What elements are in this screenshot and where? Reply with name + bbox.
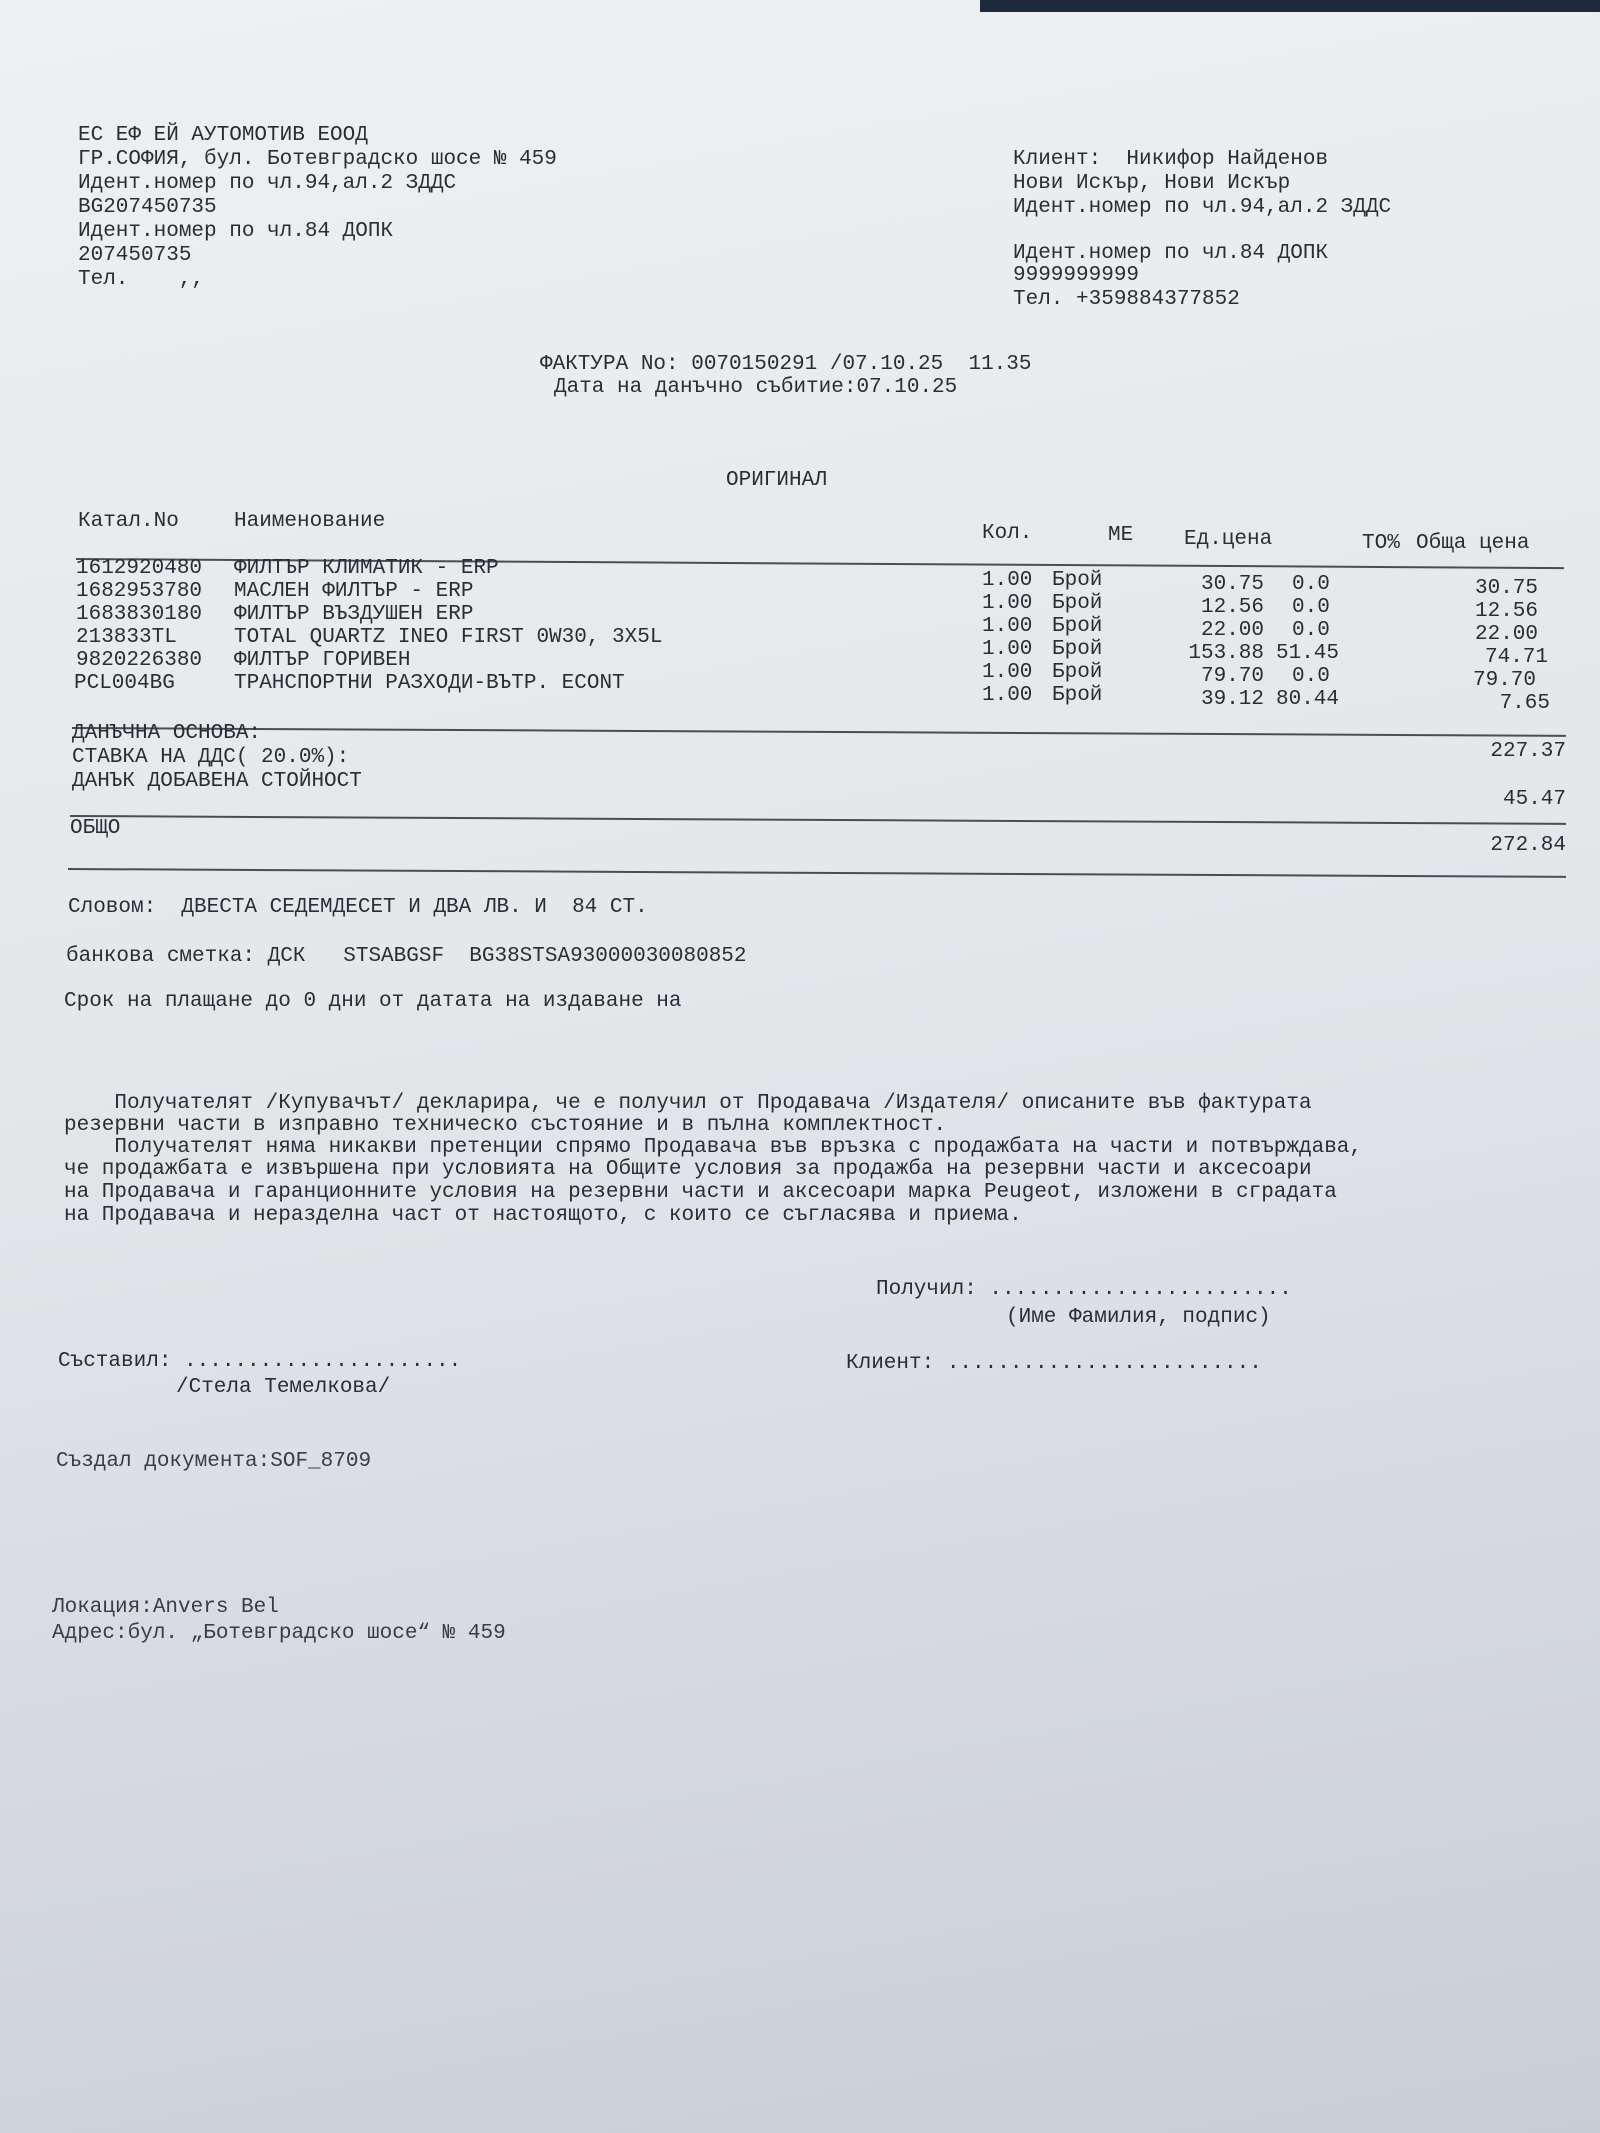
col-name: Наименование bbox=[234, 510, 386, 533]
location: Локация:Anvers Bel bbox=[52, 1596, 279, 1619]
declaration-line: Получателят /Купувачът/ декларира, че е получил от Продавача /Издателя/ описаните във фактурата bbox=[64, 1092, 1312, 1115]
invoice-title: ФАКТУРА No: 0070150291 /07.10.25 11.35 bbox=[540, 353, 1032, 376]
compiled-signature-line: Съставил: ...................... bbox=[58, 1350, 462, 1373]
client-name: Клиент: Никифор Найденов bbox=[1013, 148, 1329, 171]
table-bottom-rule bbox=[72, 727, 1566, 737]
col-total: Обща цена bbox=[1416, 532, 1530, 555]
row-catalog: 9820226380 bbox=[76, 649, 203, 672]
declaration-line: резервни части в изправно техническо състояние и в пълна комплектност. bbox=[64, 1114, 947, 1137]
invoice-copy-label: ОРИГИНАЛ bbox=[726, 469, 827, 492]
row-total: 22.00 bbox=[1474, 623, 1538, 646]
row-unit: Брой bbox=[1052, 638, 1103, 661]
received-signature-hint: (Име Фамилия, подпис) bbox=[1006, 1306, 1271, 1329]
totals-rule bbox=[70, 815, 1566, 825]
row-discount: 0.0 bbox=[1292, 573, 1330, 596]
amount-in-words: Словом: ДВЕСТА СЕДЕМДЕСЕТ И ДВА ЛВ. И 84 СТ. bbox=[68, 896, 648, 919]
tax-base-label: ДАНЪЧНА ОСНОВА: bbox=[72, 722, 262, 745]
client-address: Нови Искър, Нови Искър bbox=[1013, 172, 1291, 195]
client-id-number: 9999999999 bbox=[1013, 264, 1140, 287]
col-unit-price: Ед.цена bbox=[1184, 528, 1273, 551]
row-unit: Брой bbox=[1052, 684, 1103, 707]
row-total: 12.56 bbox=[1474, 600, 1538, 623]
seller-address: ГР.СОФИЯ, бул. Ботевградско шосе № 459 bbox=[78, 148, 557, 171]
row-qty: 1.00 bbox=[982, 684, 1033, 707]
client-phone: Тел. +359884377852 bbox=[1013, 288, 1240, 311]
row-discount: 0.0 bbox=[1292, 596, 1330, 619]
declaration-line: че продажбата е извършена при условията на Общите условия за продажба на резервни части и аксесоари bbox=[64, 1158, 1312, 1181]
col-qty: Кол. bbox=[982, 522, 1033, 545]
row-unit: Брой bbox=[1052, 661, 1103, 684]
col-unit: МЕ bbox=[1108, 524, 1134, 547]
row-unit-price: 79.70 bbox=[1200, 665, 1264, 688]
row-name: TOTAL QUARTZ INEO FIRST 0W30, 3X5L bbox=[234, 626, 663, 649]
invoice-tax-date: Дата на данъчно събитие:07.10.25 bbox=[554, 376, 958, 399]
grand-total-value: 272.84 bbox=[1490, 834, 1566, 857]
row-total: 79.70 bbox=[1472, 669, 1536, 692]
row-catalog: 1682953780 bbox=[76, 580, 203, 603]
row-discount: 0.0 bbox=[1292, 665, 1330, 688]
seller-phone: Тел. ,, bbox=[78, 268, 205, 291]
received-signature-line: Получил: ........................ bbox=[876, 1278, 1292, 1301]
client-id-label: Идент.номер по чл.84 ДОПК bbox=[1013, 242, 1329, 265]
vat-label: ДАНЪК ДОБАВЕНА СТОЙНОСТ bbox=[72, 770, 362, 793]
bank-account: банкова сметка: ДСК STSABGSF BG38STSA93000030080852 bbox=[66, 945, 747, 968]
row-qty: 1.00 bbox=[982, 569, 1033, 592]
row-qty: 1.00 bbox=[982, 592, 1033, 615]
row-name: ФИЛТЪР ВЪЗДУШЕН ERP bbox=[234, 603, 474, 626]
vat-value: 45.47 bbox=[1502, 788, 1566, 811]
row-qty: 1.00 bbox=[982, 615, 1033, 638]
row-qty: 1.00 bbox=[982, 638, 1033, 661]
col-discount: ТО% bbox=[1362, 532, 1400, 555]
location-address: Адрес:бул. „Ботевградско шосе“ № 459 bbox=[52, 1622, 506, 1645]
row-total: 7.65 bbox=[1499, 692, 1550, 715]
row-unit-price: 153.88 bbox=[1188, 642, 1264, 665]
vat-rate-label: СТАВКА НА ДДС( 20.0%): bbox=[72, 746, 350, 769]
seller-vat-label: Идент.номер по чл.94,ал.2 ЗДДС bbox=[78, 172, 457, 195]
row-name: ТРАНСПОРТНИ РАЗХОДИ-ВЪТР. ECONT bbox=[234, 672, 625, 695]
col-catalog: Катал.No bbox=[78, 510, 179, 533]
row-unit: Брой bbox=[1052, 592, 1103, 615]
row-unit-price: 39.12 bbox=[1200, 688, 1264, 711]
created-by: Създал документа:SOF_8709 bbox=[56, 1450, 372, 1473]
payment-term: Срок на плащане до 0 дни от датата на издаване на bbox=[64, 990, 682, 1013]
background-dark-corner bbox=[980, 0, 1600, 12]
row-name: ФИЛТЪР КЛИМАТИК - ERP bbox=[234, 557, 499, 580]
grand-total-label: ОБЩО bbox=[70, 817, 121, 840]
row-discount: 0.0 bbox=[1292, 619, 1330, 642]
seller-id-number: 207450735 bbox=[78, 244, 192, 267]
grand-total-rule bbox=[68, 868, 1566, 878]
compiled-by-name: /Стела Темелкова/ bbox=[176, 1376, 391, 1399]
row-catalog: 213833TL bbox=[76, 626, 177, 649]
row-qty: 1.00 bbox=[982, 661, 1033, 684]
row-name: ФИЛТЪР ГОРИВЕН bbox=[234, 649, 411, 672]
row-name: МАСЛЕН ФИЛТЪР - ERP bbox=[234, 580, 474, 603]
seller-id-label: Идент.номер по чл.84 ДОПК bbox=[78, 220, 394, 243]
declaration-line: на Продавача и гаранционните условия на резервни части и аксесоари марка Peugeot, изложени в сградата bbox=[64, 1181, 1337, 1204]
row-unit: Брой bbox=[1052, 615, 1103, 638]
row-unit-price: 22.00 bbox=[1200, 619, 1264, 642]
row-discount: 51.45 bbox=[1276, 642, 1340, 665]
declaration-line: на Продавача и неразделна част от настоящото, с които се съгласява и приема. bbox=[64, 1204, 1022, 1227]
row-unit-price: 30.75 bbox=[1200, 573, 1264, 596]
row-catalog: PCL004BG bbox=[74, 672, 175, 695]
row-catalog: 1612920480 bbox=[76, 557, 203, 580]
client-signature-line: Клиент: ......................... bbox=[846, 1352, 1262, 1375]
seller-vat-number: BG207450735 bbox=[78, 196, 217, 219]
row-total: 74.71 bbox=[1484, 646, 1548, 669]
declaration-line: Получателят няма никакви претенции спрямо Продавача във връзка с продажбата на части и потвърждава, bbox=[64, 1136, 1363, 1159]
seller-name: ЕС ЕФ ЕЙ АУТОМОТИВ ЕООД bbox=[78, 124, 368, 147]
row-discount: 80.44 bbox=[1276, 688, 1340, 711]
row-total: 30.75 bbox=[1474, 577, 1538, 600]
row-unit: Брой bbox=[1052, 569, 1103, 592]
client-vat-label: Идент.номер по чл.94,ал.2 ЗДДС bbox=[1013, 196, 1392, 219]
tax-base-value: 227.37 bbox=[1490, 740, 1566, 763]
row-catalog: 1683830180 bbox=[76, 603, 203, 626]
row-unit-price: 12.56 bbox=[1200, 596, 1264, 619]
